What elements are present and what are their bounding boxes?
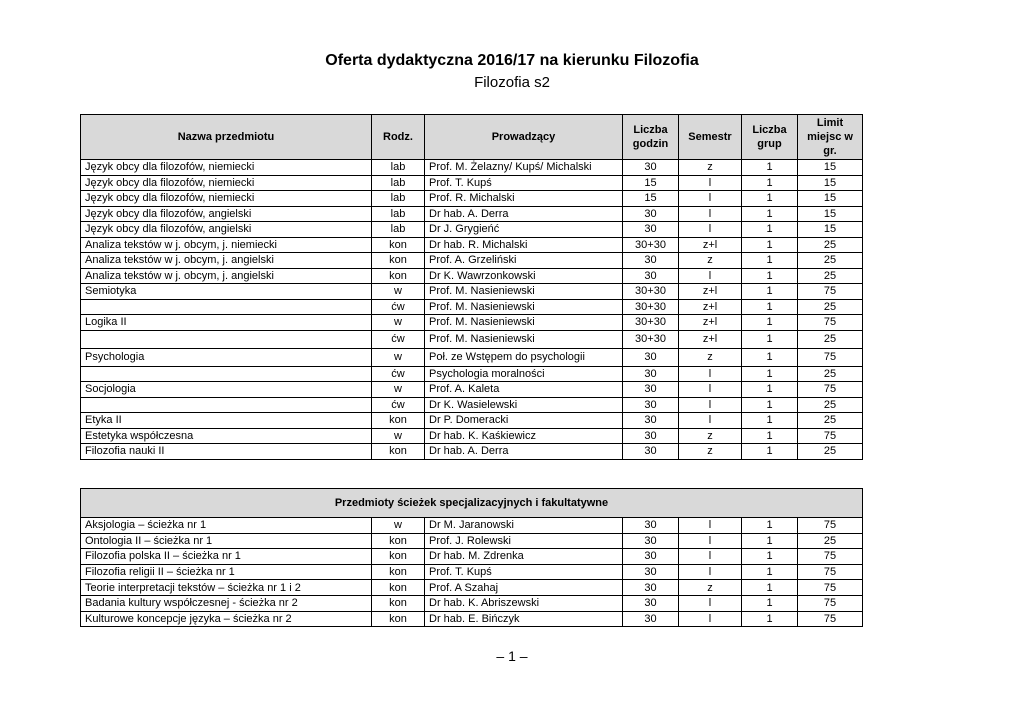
cell-limit: 75 [798,284,863,300]
cell-hours: 30 [623,444,679,460]
cell-lecturer: Prof. M. Nasieniewski [425,315,623,331]
header-groups: Liczba grup [742,115,798,160]
cell-course-name: Estetyka współczesna [81,428,372,444]
cell-course-name [81,299,372,315]
cell-semester: l [679,191,742,207]
table-row [81,595,863,611]
cell-hours: 30 [623,549,679,565]
cell-hours: 30 [623,611,679,627]
cell-groups: 1 [742,397,798,413]
cell-type: kon [372,564,425,580]
table-row [81,413,863,429]
cell-type: kon [372,533,425,549]
cell-limit: 25 [798,366,863,382]
cell-hours: 30 [623,580,679,596]
cell-hours: 30+30 [623,299,679,315]
cell-hours: 30 [623,564,679,580]
cell-course-name: Język obcy dla filozofów, angielski [81,206,372,222]
cell-type: ćw [372,299,425,315]
header-limit: Limit miejsc w gr. [798,115,863,160]
cell-semester: z+l [679,299,742,315]
specialization-header: Przedmioty ścieżek specjalizacyjnych i fakultatywne [81,489,863,518]
cell-groups: 1 [742,444,798,460]
cell-groups: 1 [742,611,798,627]
cell-semester: l [679,611,742,627]
table-row [81,191,863,207]
cell-limit: 25 [798,268,863,284]
table-row [81,315,863,331]
cell-hours: 30 [623,366,679,382]
cell-type: kon [372,580,425,596]
cell-course-name: Filozofia religii II – ścieżka nr 1 [81,564,372,580]
cell-course-name: Kulturowe koncepcje języka – ścieżka nr 2 [81,611,372,627]
cell-course-name: Filozofia polska II – ścieżka nr 1 [81,549,372,565]
cell-hours: 30 [623,428,679,444]
cell-groups: 1 [742,428,798,444]
cell-course-name: Logika II [81,315,372,331]
cell-hours: 30 [623,253,679,269]
cell-lecturer: Psychologia moralności [425,366,623,382]
cell-type: kon [372,268,425,284]
cell-course-name: Język obcy dla filozofów, niemiecki [81,160,372,176]
cell-hours: 30 [623,268,679,284]
cell-lecturer: Dr hab. E. Bińczyk [425,611,623,627]
cell-hours: 30 [623,222,679,238]
table-row [81,330,863,348]
cell-groups: 1 [742,580,798,596]
cell-limit: 15 [798,160,863,176]
table-row [81,299,863,315]
page-title: Oferta dydaktyczna 2016/17 na kierunku Filozofia [325,52,699,69]
cell-hours: 30 [623,160,679,176]
cell-limit: 25 [798,444,863,460]
cell-limit: 25 [798,397,863,413]
cell-course-name: Analiza tekstów w j. obcym, j. angielski [81,253,372,269]
cell-groups: 1 [742,533,798,549]
cell-limit: 25 [798,237,863,253]
cell-course-name: Semiotyka [81,284,372,300]
cell-hours: 30 [623,397,679,413]
cell-semester: l [679,533,742,549]
cell-semester: l [679,268,742,284]
cell-lecturer: Dr K. Wasielewski [425,397,623,413]
cell-limit: 75 [798,382,863,398]
cell-course-name: Psychologia [81,348,372,366]
cell-groups: 1 [742,564,798,580]
cell-hours: 30 [623,595,679,611]
cell-semester: l [679,206,742,222]
table-row [81,533,863,549]
cell-hours: 15 [623,175,679,191]
cell-hours: 30 [623,348,679,366]
cell-course-name [81,366,372,382]
cell-semester: z [679,160,742,176]
cell-limit: 15 [798,191,863,207]
cell-lecturer: Prof. T. Kupś [425,175,623,191]
cell-lecturer: Prof. A Szahaj [425,580,623,596]
cell-semester: l [679,175,742,191]
cell-type: w [372,348,425,366]
cell-lecturer: Dr hab. K. Abriszewski [425,595,623,611]
cell-course-name: Ontologia II – ścieżka nr 1 [81,533,372,549]
header-lecturer: Prowadzący [425,115,623,160]
cell-course-name: Język obcy dla filozofów, niemiecki [81,191,372,207]
cell-lecturer: Prof. T. Kupś [425,564,623,580]
cell-semester: l [679,518,742,534]
cell-course-name: Analiza tekstów w j. obcym, j. niemiecki [81,237,372,253]
cell-hours: 30 [623,206,679,222]
cell-limit: 75 [798,348,863,366]
cell-lecturer: Dr K. Wawrzonkowski [425,268,623,284]
cell-semester: l [679,366,742,382]
page-number: – 1 – [496,648,528,664]
cell-hours: 30 [623,413,679,429]
header-semester: Semestr [679,115,742,160]
table-row [81,160,863,176]
cell-hours: 30 [623,533,679,549]
cell-limit: 25 [798,533,863,549]
cell-lecturer: Prof. M. Nasieniewski [425,330,623,348]
table-row [81,564,863,580]
cell-lecturer: Dr J. Grygieńć [425,222,623,238]
cell-lecturer: Prof. A. Kaleta [425,382,623,398]
cell-groups: 1 [742,284,798,300]
cell-course-name: Aksjologia – ścieżka nr 1 [81,518,372,534]
cell-lecturer: Dr M. Jaranowski [425,518,623,534]
cell-semester: z+l [679,237,742,253]
cell-type: lab [372,206,425,222]
cell-limit: 15 [798,222,863,238]
cell-groups: 1 [742,518,798,534]
cell-lecturer: Dr P. Domeracki [425,413,623,429]
cell-groups: 1 [742,268,798,284]
cell-groups: 1 [742,413,798,429]
table-row [81,237,863,253]
cell-course-name: Język obcy dla filozofów, niemiecki [81,175,372,191]
cell-lecturer: Dr hab. R. Michalski [425,237,623,253]
cell-lecturer: Poł. ze Wstępem do psychologii [425,348,623,366]
cell-semester: l [679,222,742,238]
table-row [81,397,863,413]
header-hours: Liczba godzin [623,115,679,160]
cell-lecturer: Dr hab. K. Kaśkiewicz [425,428,623,444]
cell-groups: 1 [742,206,798,222]
cell-type: ćw [372,330,425,348]
cell-type: w [372,428,425,444]
cell-course-name: Filozofia nauki II [81,444,372,460]
cell-course-name: Analiza tekstów w j. obcym, j. angielski [81,268,372,284]
cell-type: kon [372,253,425,269]
cell-hours: 15 [623,191,679,207]
cell-limit: 25 [798,330,863,348]
cell-groups: 1 [742,253,798,269]
cell-hours: 30+30 [623,237,679,253]
cell-semester: z [679,348,742,366]
cell-course-name [81,397,372,413]
cell-limit: 25 [798,299,863,315]
cell-type: lab [372,222,425,238]
cell-limit: 75 [798,611,863,627]
cell-lecturer: Prof. J. Rolewski [425,533,623,549]
cell-lecturer: Prof. A. Grzeliński [425,253,623,269]
cell-groups: 1 [742,382,798,398]
cell-type: lab [372,175,425,191]
cell-semester: z [679,580,742,596]
table-row [81,268,863,284]
cell-groups: 1 [742,348,798,366]
cell-type: w [372,518,425,534]
cell-type: kon [372,549,425,565]
cell-lecturer: Dr hab. A. Derra [425,444,623,460]
table-row [81,444,863,460]
cell-lecturer: Prof. M. Nasieniewski [425,284,623,300]
cell-semester: z [679,444,742,460]
cell-limit: 75 [798,595,863,611]
cell-semester: l [679,382,742,398]
cell-lecturer: Dr hab. A. Derra [425,206,623,222]
cell-type: ćw [372,366,425,382]
cell-groups: 1 [742,595,798,611]
cell-type: w [372,284,425,300]
cell-type: ćw [372,397,425,413]
cell-semester: l [679,413,742,429]
cell-lecturer: Prof. M. Żelazny/ Kupś/ Michalski [425,160,623,176]
header-type: Rodz. [372,115,425,160]
cell-semester: z+l [679,315,742,331]
cell-limit: 75 [798,315,863,331]
cell-limit: 75 [798,580,863,596]
cell-semester: z+l [679,330,742,348]
table-row [81,206,863,222]
cell-course-name: Socjologia [81,382,372,398]
cell-course-name: Teorie interpretacji tekstów – ścieżka nr 1 i 2 [81,580,372,596]
table-row [81,222,863,238]
cell-type: kon [372,595,425,611]
table-row [81,518,863,534]
cell-semester: l [679,397,742,413]
cell-groups: 1 [742,299,798,315]
cell-hours: 30+30 [623,284,679,300]
cell-semester: z [679,253,742,269]
cell-limit: 75 [798,549,863,565]
table-row [81,284,863,300]
cell-groups: 1 [742,160,798,176]
cell-groups: 1 [742,175,798,191]
cell-groups: 1 [742,366,798,382]
table-row [81,428,863,444]
page-subtitle: Filozofia s2 [474,74,550,91]
specialization-header-row [81,489,863,518]
cell-course-name [81,330,372,348]
cell-semester: l [679,549,742,565]
table-header-row [81,115,863,160]
cell-groups: 1 [742,191,798,207]
cell-hours: 30+30 [623,330,679,348]
cell-course-name: Etyka II [81,413,372,429]
cell-type: w [372,382,425,398]
table-row [81,611,863,627]
cell-type: kon [372,444,425,460]
cell-semester: l [679,595,742,611]
cell-lecturer: Prof. M. Nasieniewski [425,299,623,315]
cell-groups: 1 [742,315,798,331]
cell-hours: 30+30 [623,315,679,331]
cell-limit: 15 [798,206,863,222]
table-row [81,549,863,565]
cell-groups: 1 [742,222,798,238]
cell-type: lab [372,160,425,176]
cell-groups: 1 [742,330,798,348]
cell-type: kon [372,413,425,429]
cell-groups: 1 [742,549,798,565]
cell-course-name: Język obcy dla filozofów, angielski [81,222,372,238]
cell-limit: 75 [798,518,863,534]
cell-hours: 30 [623,382,679,398]
cell-hours: 30 [623,518,679,534]
cell-semester: z+l [679,284,742,300]
specialization-table-body [81,518,863,627]
cell-type: w [372,315,425,331]
cell-lecturer: Dr hab. M. Zdrenka [425,549,623,565]
table-row [81,348,863,366]
header-course-name: Nazwa przedmiotu [81,115,372,160]
specialization-table [80,488,863,627]
cell-limit: 15 [798,175,863,191]
cell-limit: 25 [798,413,863,429]
cell-course-name: Badania kultury współczesnej - ścieżka nr 2 [81,595,372,611]
cell-semester: z [679,428,742,444]
table-row [81,253,863,269]
course-offer-table [80,114,863,460]
cell-type: lab [372,191,425,207]
course-table-body [81,160,863,460]
table-row [81,175,863,191]
table-row [81,382,863,398]
cell-semester: l [679,564,742,580]
cell-type: kon [372,611,425,627]
cell-lecturer: Prof. R. Michalski [425,191,623,207]
table-row [81,366,863,382]
cell-groups: 1 [742,237,798,253]
cell-limit: 75 [798,428,863,444]
cell-type: kon [372,237,425,253]
cell-limit: 25 [798,253,863,269]
cell-limit: 75 [798,564,863,580]
table-row [81,580,863,596]
